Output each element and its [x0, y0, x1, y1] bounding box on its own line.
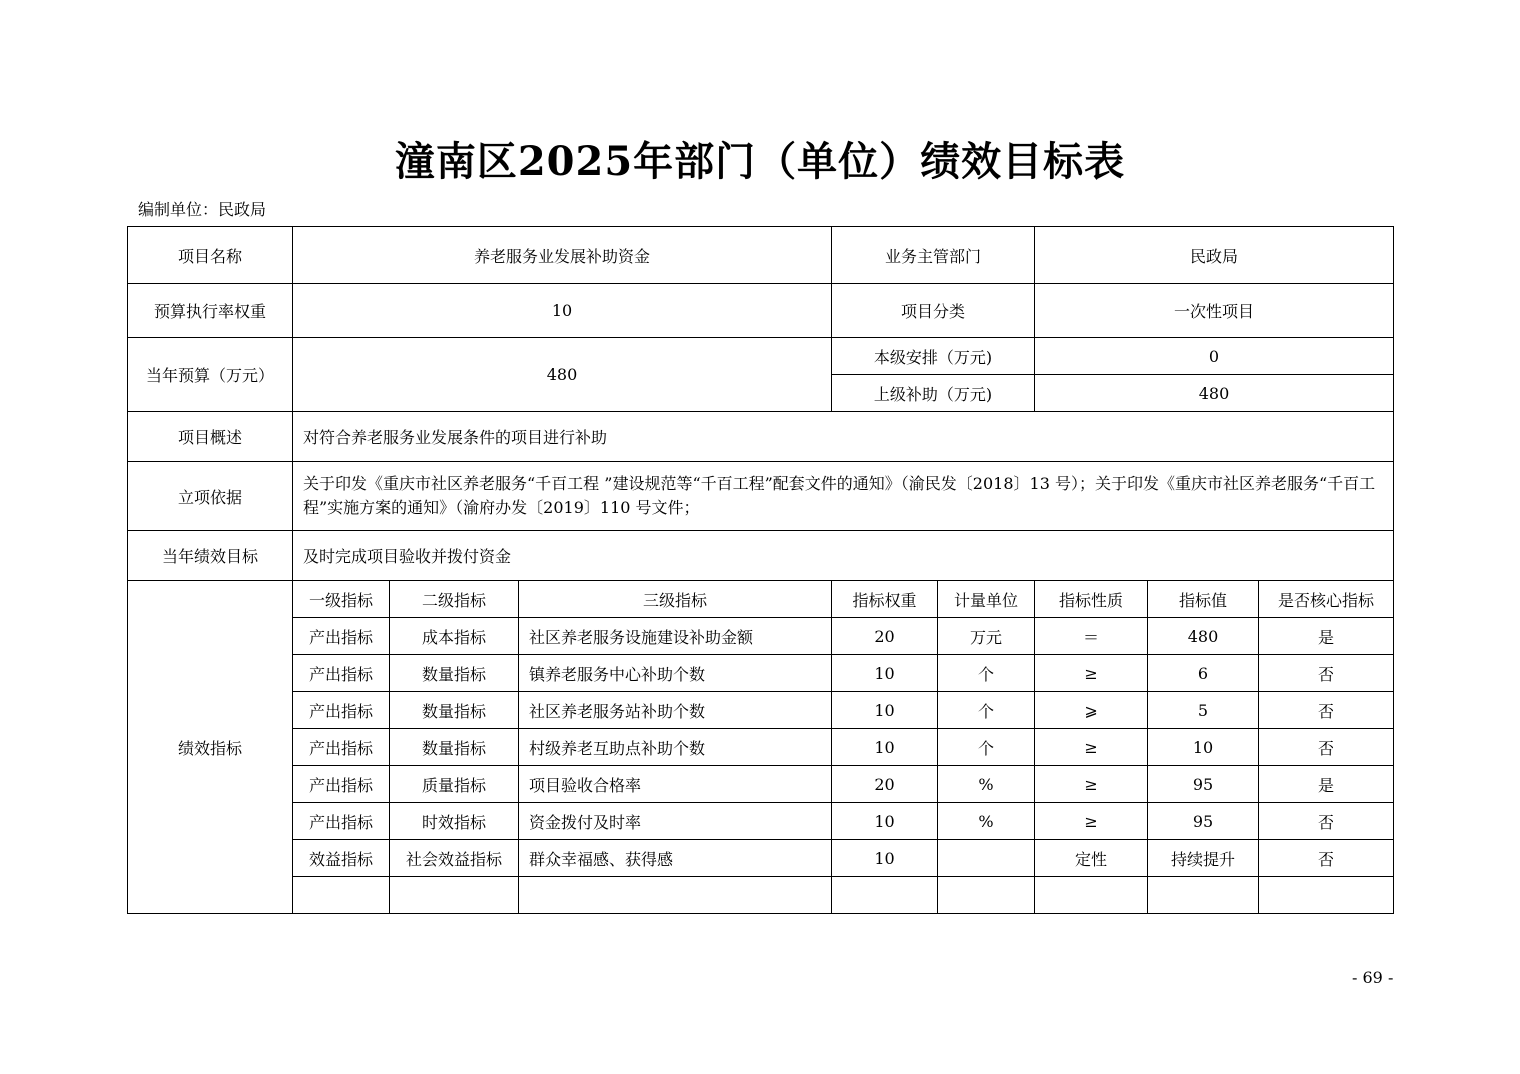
goal-label: 当年绩效目标 — [128, 531, 293, 581]
header-level2: 二级指标 — [390, 581, 519, 618]
unit-cell: % — [938, 766, 1035, 803]
nature-cell: ≥ — [1035, 766, 1148, 803]
upper-value: 480 — [1035, 375, 1394, 412]
level3-cell: 项目验收合格率 — [519, 766, 832, 803]
budget-value: 480 — [293, 338, 832, 412]
dept-label: 业务主管部门 — [832, 227, 1035, 284]
project-name-label: 项目名称 — [128, 227, 293, 284]
level2-cell: 质量指标 — [390, 766, 519, 803]
value-cell: 95 — [1148, 803, 1259, 840]
table-row — [128, 692, 1394, 729]
core-cell: 否 — [1259, 803, 1394, 840]
performance-table — [127, 226, 1394, 914]
table-row — [128, 803, 1394, 840]
category-label: 项目分类 — [832, 284, 1035, 338]
nature-cell: 定性 — [1035, 840, 1148, 877]
level1-cell: 产出指标 — [293, 803, 390, 840]
table-row — [128, 766, 1394, 803]
page-title: 潼南区2025年部门（单位）绩效目标表 — [394, 138, 1126, 185]
header-level3: 三级指标 — [519, 581, 832, 618]
unit-cell — [938, 877, 1035, 914]
local-label: 本级安排（万元) — [832, 338, 1035, 375]
nature-cell: ≥ — [1035, 729, 1148, 766]
core-cell: 是 — [1259, 766, 1394, 803]
weight-cell: 20 — [832, 618, 938, 655]
level3-cell — [519, 877, 832, 914]
category-value: 一次性项目 — [1035, 284, 1394, 338]
unit-cell: 万元 — [938, 618, 1035, 655]
local-value: 0 — [1035, 338, 1394, 375]
indicators-label: 绩效指标 — [128, 581, 293, 914]
level2-cell: 时效指标 — [390, 803, 519, 840]
unit-label: 编制单位：民政局 — [138, 200, 267, 219]
level3-cell: 社区养老服务站补助个数 — [519, 692, 832, 729]
row-goal — [128, 531, 1394, 581]
indicator-header-row — [128, 581, 1394, 618]
value-cell: 持续提升 — [1148, 840, 1259, 877]
weight-cell: 20 — [832, 766, 938, 803]
table-row — [128, 618, 1394, 655]
nature-cell: ≥ — [1035, 655, 1148, 692]
weight-cell: 10 — [832, 655, 938, 692]
header-value: 指标值 — [1148, 581, 1259, 618]
value-cell: 95 — [1148, 766, 1259, 803]
page-number: - 69 - — [1352, 968, 1394, 987]
level2-cell: 数量指标 — [390, 729, 519, 766]
unit-cell — [938, 840, 1035, 877]
unit-cell: 个 — [938, 729, 1035, 766]
table-row — [128, 729, 1394, 766]
header-unit: 计量单位 — [938, 581, 1035, 618]
level3-cell: 镇养老服务中心补助个数 — [519, 655, 832, 692]
level1-cell: 产出指标 — [293, 729, 390, 766]
weight-cell — [832, 877, 938, 914]
overview-label: 项目概述 — [128, 412, 293, 462]
level1-cell: 产出指标 — [293, 766, 390, 803]
weight-value: 10 — [293, 284, 832, 338]
row-weight — [128, 284, 1394, 338]
weight-cell: 10 — [832, 692, 938, 729]
overview-value: 对符合养老服务业发展条件的项目进行补助 — [293, 412, 1394, 462]
project-name-value: 养老服务业发展补助资金 — [293, 227, 832, 284]
row-project-name — [128, 227, 1394, 284]
basis-value: 关于印发《重庆市社区养老服务“千百工程 ”建设规范等“千百工程”配套文件的通知》（渝民发〔2018〕13 号）；关于印发《重庆市社区养老服务“千百工程”实施方案的通知》（渝府办发〔2019〕110 号文件； — [293, 462, 1394, 531]
value-cell: 10 — [1148, 729, 1259, 766]
budget-label: 当年预算（万元） — [128, 338, 293, 412]
weight-cell: 10 — [832, 803, 938, 840]
core-cell — [1259, 877, 1394, 914]
value-cell: 6 — [1148, 655, 1259, 692]
table-row — [128, 840, 1394, 877]
unit-cell: 个 — [938, 655, 1035, 692]
header-core: 是否核心指标 — [1259, 581, 1394, 618]
unit-cell: % — [938, 803, 1035, 840]
value-cell: 5 — [1148, 692, 1259, 729]
core-cell: 否 — [1259, 692, 1394, 729]
level2-cell: 成本指标 — [390, 618, 519, 655]
value-cell — [1148, 877, 1259, 914]
unit-cell: 个 — [938, 692, 1035, 729]
nature-cell: ⩾ — [1035, 692, 1148, 729]
weight-label: 预算执行率权重 — [128, 284, 293, 338]
level3-cell: 社区养老服务设施建设补助金额 — [519, 618, 832, 655]
level3-cell: 村级养老互助点补助个数 — [519, 729, 832, 766]
row-basis — [128, 462, 1394, 531]
level1-cell — [293, 877, 390, 914]
upper-label: 上级补助（万元) — [832, 375, 1035, 412]
row-budget — [128, 338, 1394, 375]
core-cell: 是 — [1259, 618, 1394, 655]
header-nature: 指标性质 — [1035, 581, 1148, 618]
level1-cell: 产出指标 — [293, 655, 390, 692]
row-overview — [128, 412, 1394, 462]
core-cell: 否 — [1259, 655, 1394, 692]
core-cell: 否 — [1259, 840, 1394, 877]
table-row — [128, 655, 1394, 692]
header-weight: 指标权重 — [832, 581, 938, 618]
nature-cell: ≥ — [1035, 803, 1148, 840]
level2-cell: 社会效益指标 — [390, 840, 519, 877]
table-row-empty — [128, 877, 1394, 914]
level1-cell: 产出指标 — [293, 692, 390, 729]
dept-value: 民政局 — [1035, 227, 1394, 284]
weight-cell: 10 — [832, 840, 938, 877]
nature-cell — [1035, 877, 1148, 914]
level1-cell: 效益指标 — [293, 840, 390, 877]
goal-value: 及时完成项目验收并拨付资金 — [293, 531, 1394, 581]
nature-cell: ＝ — [1035, 618, 1148, 655]
level1-cell: 产出指标 — [293, 618, 390, 655]
basis-label: 立项依据 — [128, 462, 293, 531]
level2-cell: 数量指标 — [390, 692, 519, 729]
header-level1: 一级指标 — [293, 581, 390, 618]
value-cell: 480 — [1148, 618, 1259, 655]
level3-cell: 资金拨付及时率 — [519, 803, 832, 840]
level2-cell: 数量指标 — [390, 655, 519, 692]
level2-cell — [390, 877, 519, 914]
weight-cell: 10 — [832, 729, 938, 766]
level3-cell: 群众幸福感、获得感 — [519, 840, 832, 877]
core-cell: 否 — [1259, 729, 1394, 766]
